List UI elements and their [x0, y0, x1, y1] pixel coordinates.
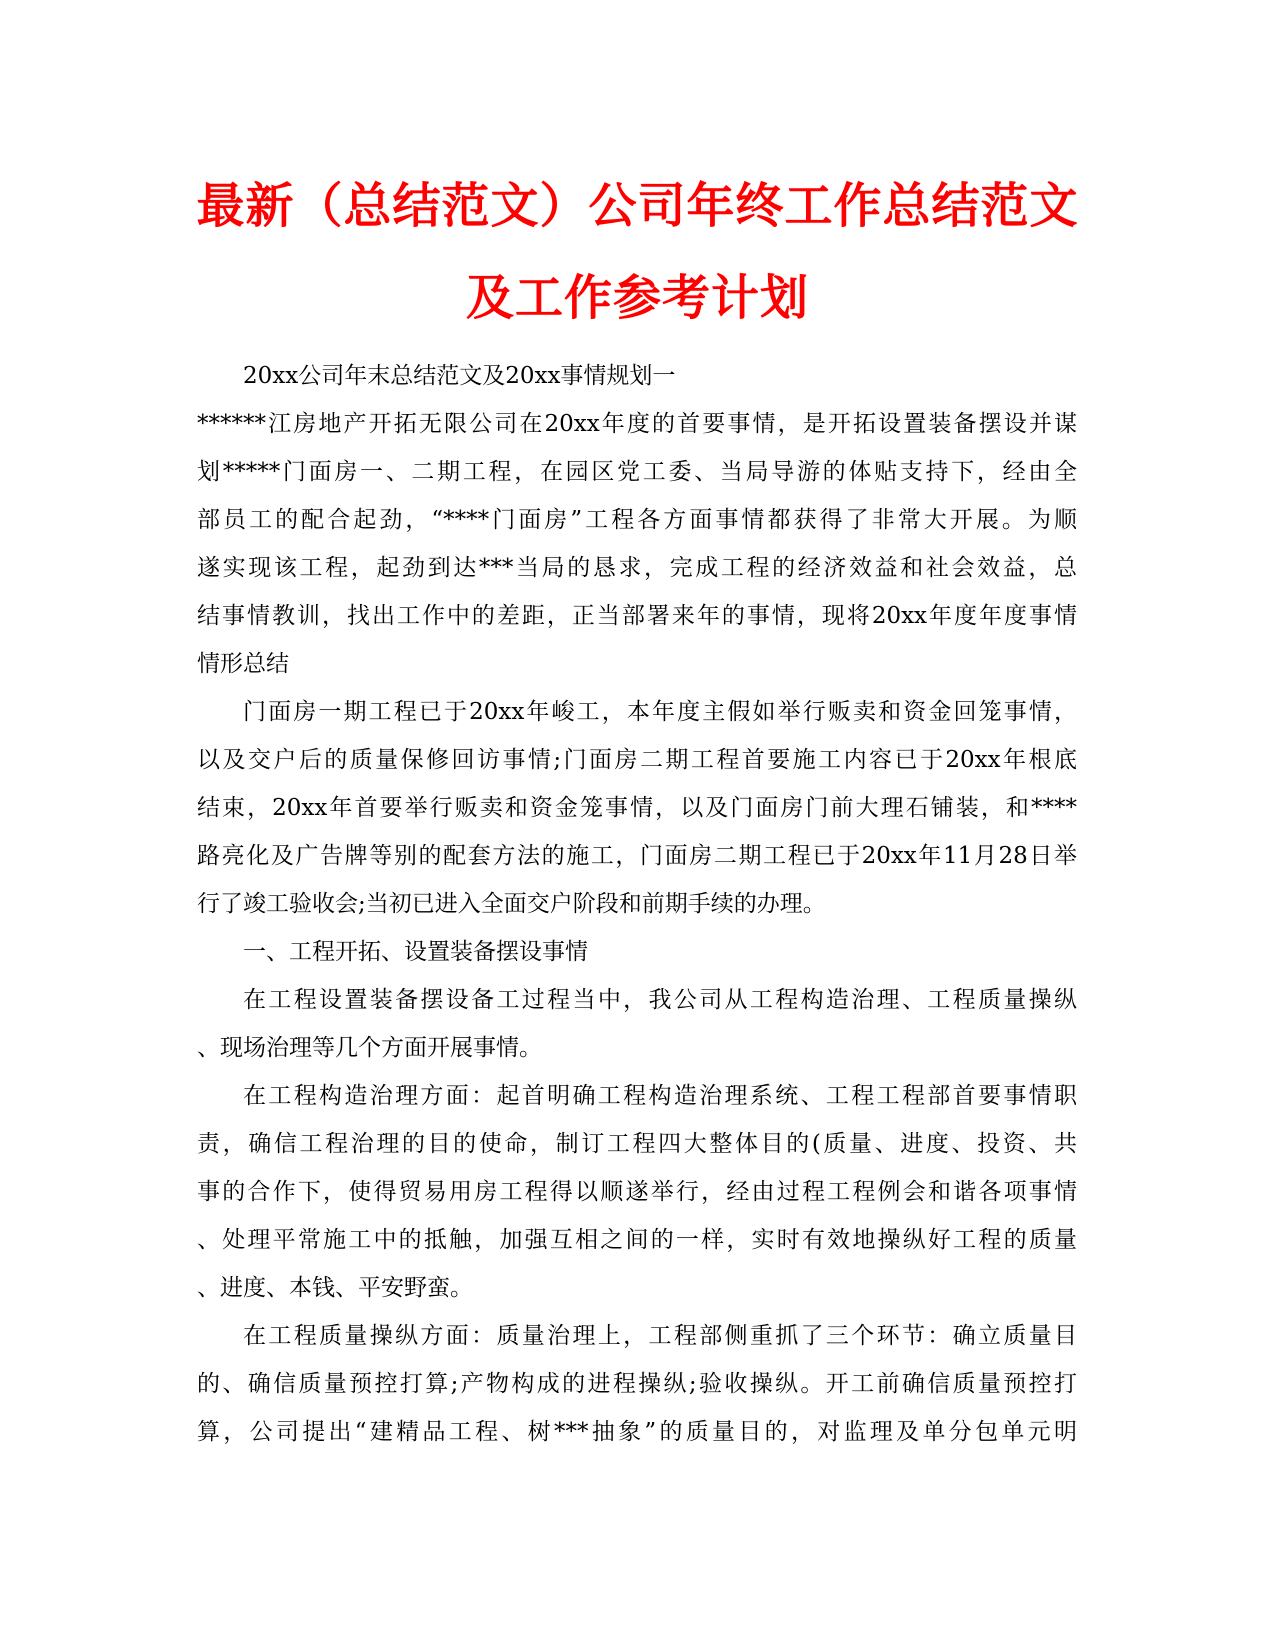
section-heading: 一、工程开拓、设置装备摆设事情	[243, 939, 588, 965]
paragraph-line: 的、确信质量预控打算;产物构成的进程操纵;验收操纵。开工前确信质量预控打	[197, 1371, 1077, 1397]
document-title-line-2: 及工作参考计划	[465, 270, 809, 326]
paragraph-line: 情形总结	[197, 651, 289, 677]
paragraph-line: ******江房地产开拓无限公司在20xx年度的首要事情，是开拓设置装备摆设并谋	[197, 411, 1077, 437]
paragraph-line: 以及交户后的质量保修回访事情;门面房二期工程首要施工内容已于20xx年根底	[197, 747, 1077, 773]
document-title-line-1: 最新（总结范文）公司年终工作总结范文	[196, 178, 1079, 234]
document-body	[197, 352, 1077, 1456]
paragraph-line: 划*****门面房一、二期工程，在园区党工委、当局导游的体贴支持下，经由全	[197, 459, 1077, 485]
paragraph-line: 、处理平常施工中的抵触，加强互相之间的一样，实时有效地操纵好工程的质量	[197, 1227, 1077, 1253]
paragraph-line: 、现场治理等几个方面开展事情。	[197, 1035, 542, 1061]
paragraph-line: 算，公司提出“建精品工程、树***抽象”的质量目的，对监理及单分包单元明	[197, 1419, 1077, 1445]
paragraph-line: 责，确信工程治理的目的使命，制订工程四大整体目的(质量、进度、投资、共	[197, 1131, 1077, 1157]
paragraph-line: 事的合作下，使得贸易用房工程得以顺遂举行，经由过程工程例会和谐各项事情	[197, 1179, 1077, 1205]
paragraph-line: 结事情教训，找出工作中的差距，正当部署来年的事情，现将20xx年度年度事情	[197, 603, 1077, 629]
paragraph-line: 门面房一期工程已于20xx年峻工，本年度主假如举行贩卖和资金回笼事情，	[243, 699, 1077, 725]
paragraph-line: 结束，20xx年首要举行贩卖和资金笼事情，以及门面房门前大理石铺装，和****	[197, 795, 1077, 821]
paragraph-line: 路亮化及广告牌等别的配套方法的施工，门面房二期工程已于20xx年11月28日举	[197, 843, 1077, 869]
paragraph-line: 在工程质量操纵方面：质量治理上，工程部侧重抓了三个环节：确立质量目	[243, 1323, 1077, 1349]
paragraph-line: 、进度、本钱、平安野蛮。	[197, 1275, 473, 1301]
paragraph-line: 在工程设置装备摆设备工过程当中，我公司从工程构造治理、工程质量操纵	[243, 987, 1077, 1013]
section-heading: 20xx公司年末总结范文及20xx事情规划一	[243, 363, 676, 389]
paragraph-line: 在工程构造治理方面：起首明确工程构造治理系统、工程工程部首要事情职	[243, 1083, 1077, 1109]
paragraph-line: 遂实现该工程，起劲到达***当局的恳求，完成工程的经济效益和社会效益，总	[197, 555, 1077, 581]
paragraph-line: 部员工的配合起劲，“****门面房”工程各方面事情都获得了非常大开展。为顺	[197, 507, 1077, 533]
paragraph-line: 行了竣工验收会;当初已进入全面交户阶段和前期手续的办理。	[197, 891, 826, 917]
